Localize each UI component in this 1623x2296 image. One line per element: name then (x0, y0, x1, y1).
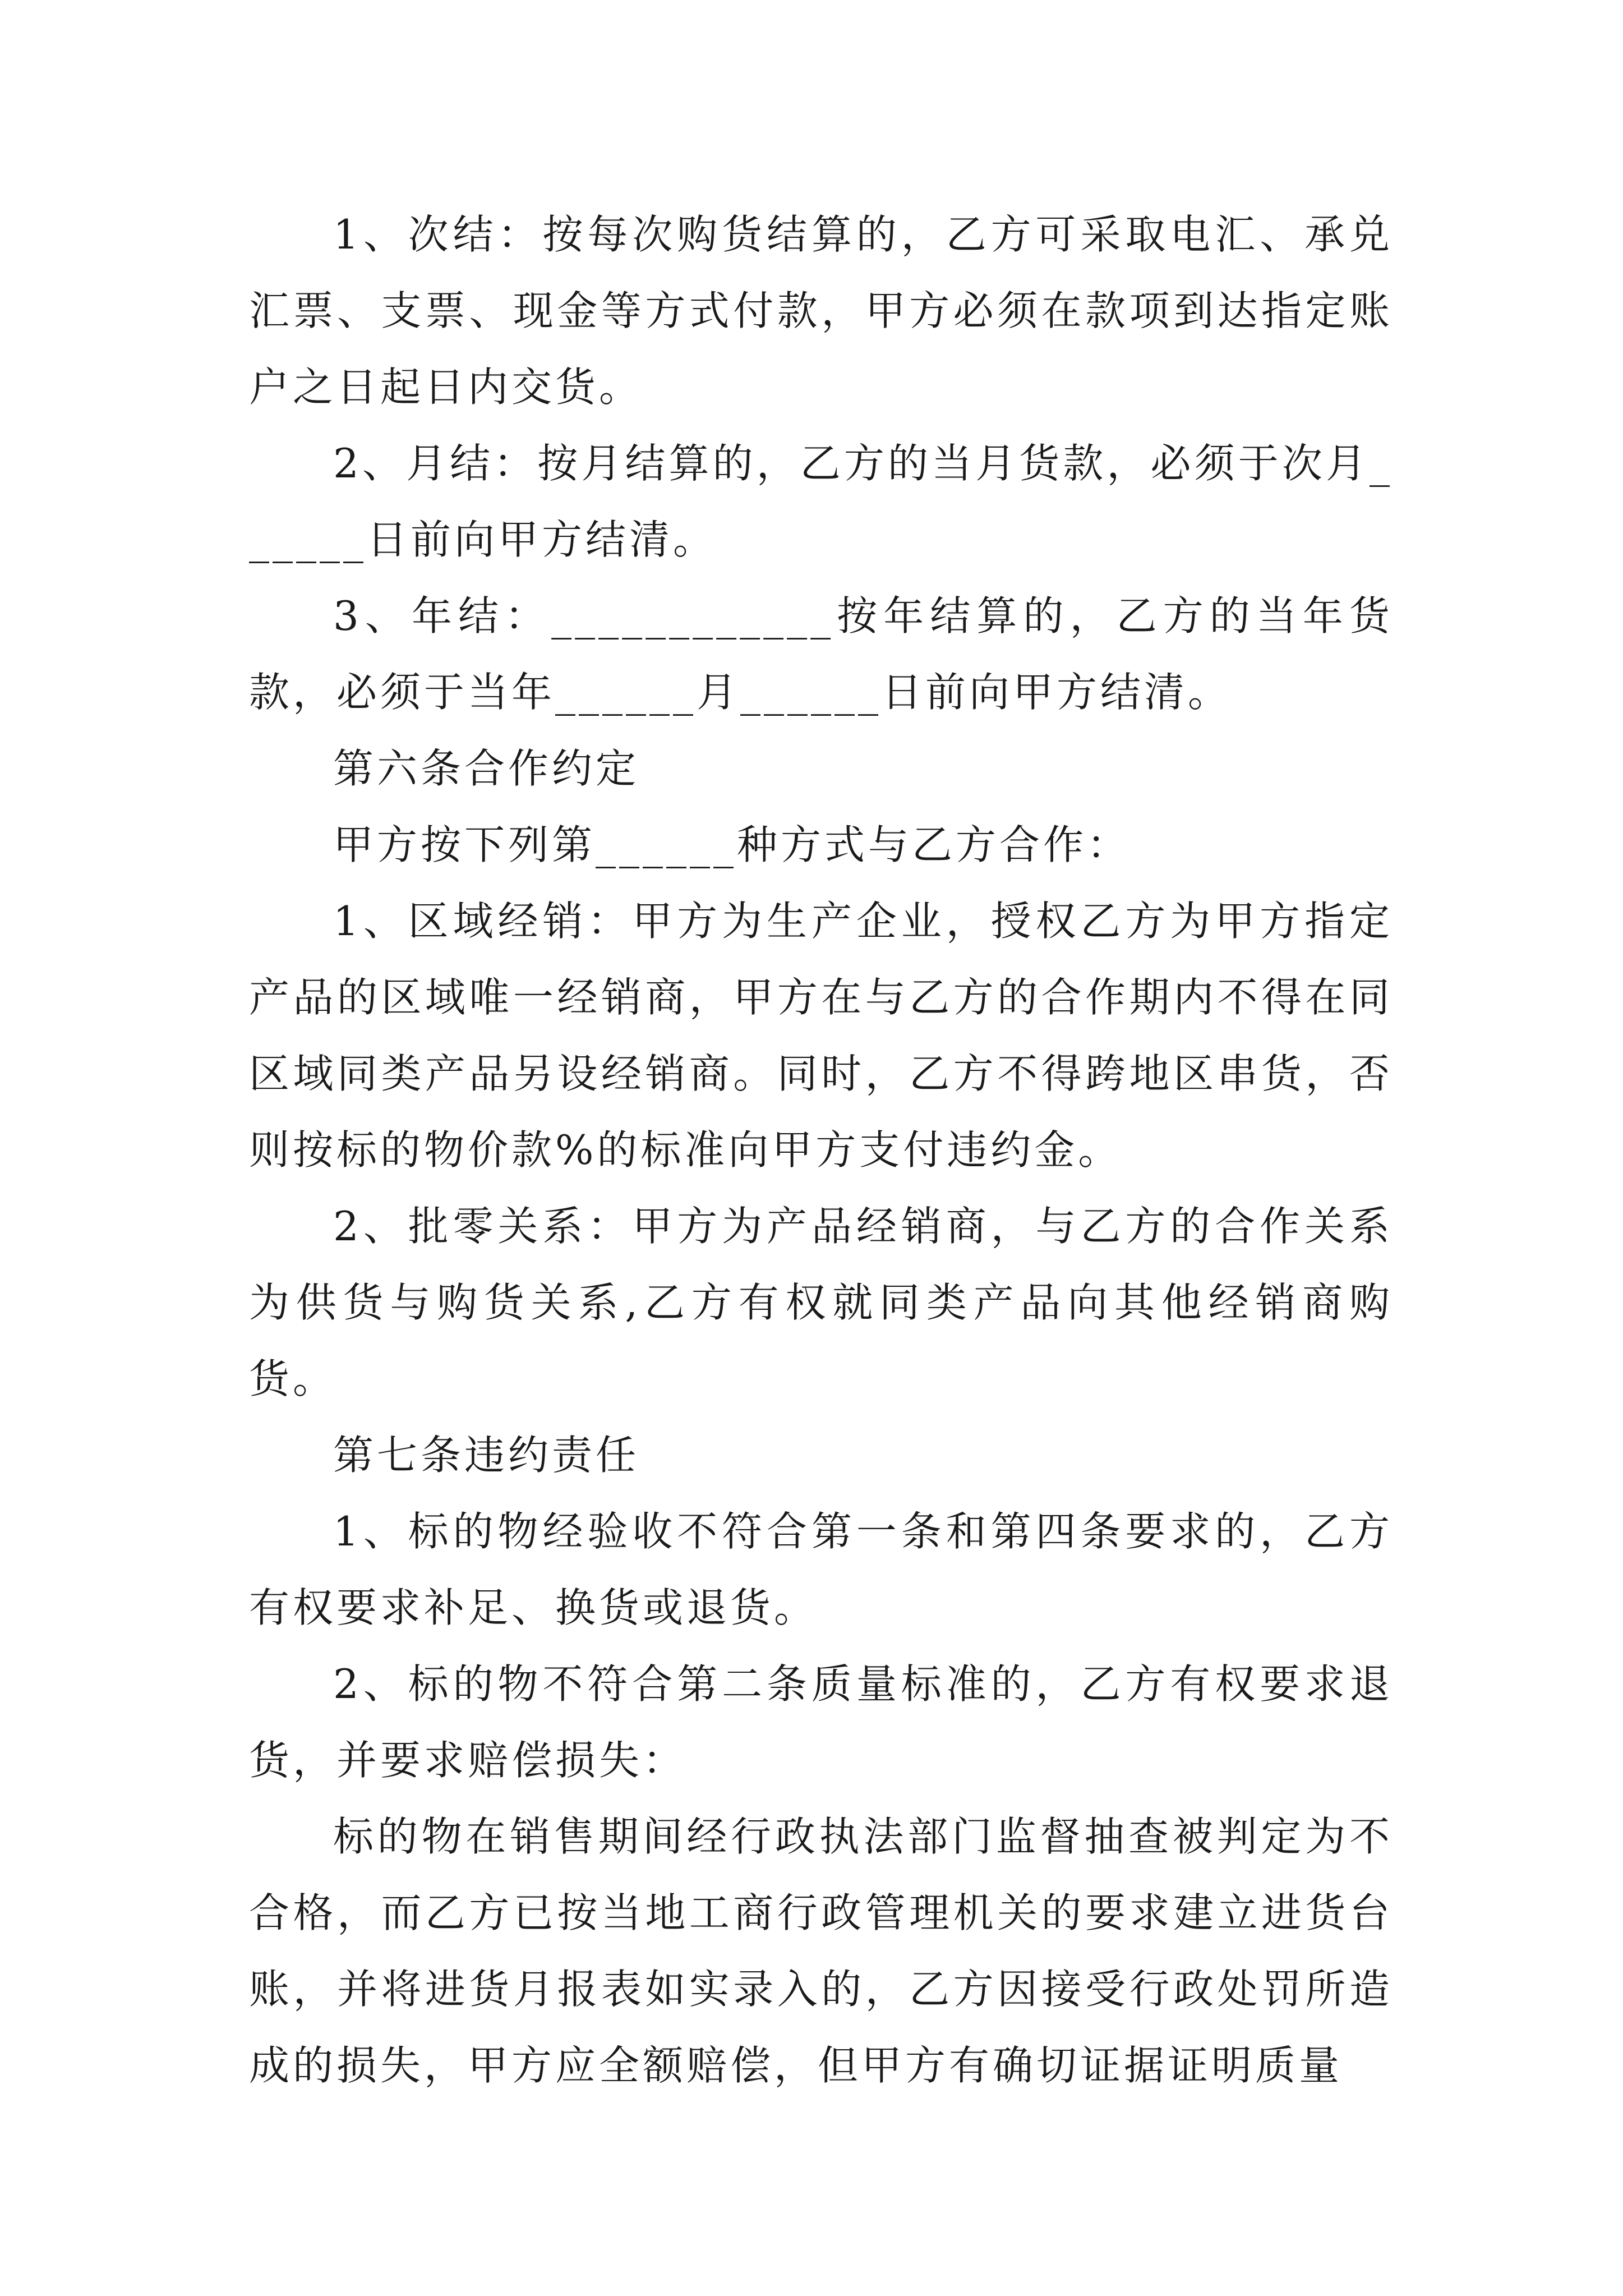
section-heading-liability: 第七条违约责任 (333, 1432, 640, 1479)
clause-payment-per-order: 1、次结：按每次购货结算的，乙方可采取电汇、承兑汇票、支票、现金等方式付款，甲方必须在款项到达指定账户之日起日内交货。 (249, 211, 1393, 411)
document-body (249, 196, 1393, 2104)
clause-payment-monthly: 2、月结：按月结算的，乙方的当月货款，必须于次月______日前向甲方结清。 (249, 440, 1393, 563)
clause-acceptance-failure: 1、标的物经验收不符合第一条和第四条要求的，乙方有权要求补足、换货或退货。 (249, 1508, 1393, 1631)
cooperation-intro: 甲方按下列第______种方式与乙方合作： (333, 821, 1131, 868)
clause-payment-yearly: 3、年结：____________按年结算的，乙方的当年货款，必须于当年______月______日前向甲方结清。 (249, 592, 1393, 716)
clause-inspection-penalty: 标的物在销售期间经行政执法部门监督抽查被判定为不合格，而乙方已按当地工商行政管理机关的要求建立进货台账，并将进货月报表如实录入的，乙方因接受行政处罚所造成的损失，甲方应全额赔偿，但甲方有确切证据证明质量 (249, 1813, 1393, 2089)
clause-wholesale-relation: 2、批零关系：甲方为产品经销商，与乙方的合作关系为供货与购货关系,乙方有权就同类产品向其他经销商购货。 (249, 1203, 1393, 1402)
section-heading-cooperation: 第六条合作约定 (333, 745, 640, 792)
clause-regional-distribution: 1、区域经销：甲方为生产企业，授权乙方为甲方指定产品的区域唯一经销商，甲方在与乙方的合作期内不得在同区域同类产品另设经销商。同时，乙方不得跨地区串货，否则按标的物价款%的标准向甲方支付违约金。 (249, 898, 1393, 1174)
clause-quality-failure: 2、标的物不符合第二条质量标准的，乙方有权要求退货，并要求赔偿损失： (249, 1660, 1393, 1784)
